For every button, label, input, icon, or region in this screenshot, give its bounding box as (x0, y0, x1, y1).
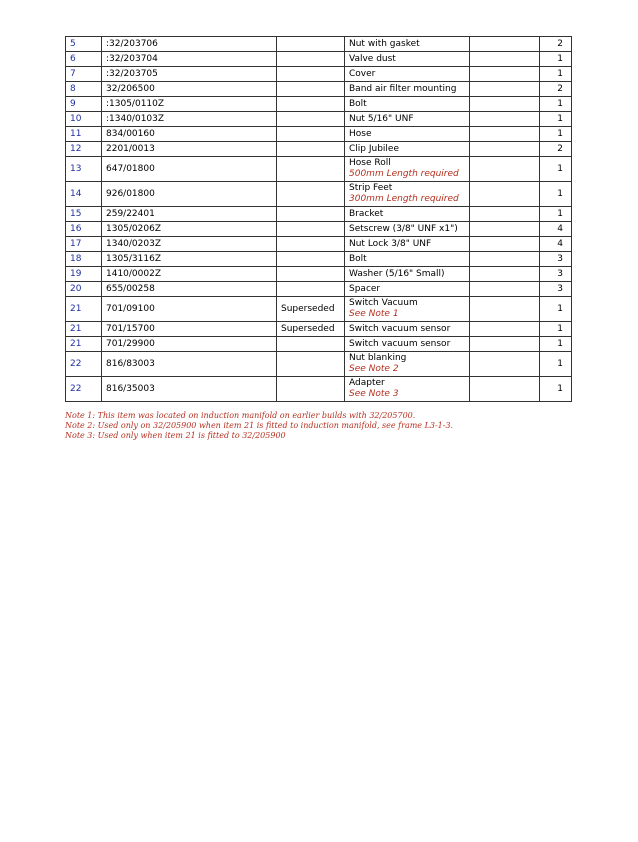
status-cell: Superseded (277, 297, 345, 322)
description-text: Hose (349, 128, 372, 139)
description-note: See Note 1 (349, 309, 399, 319)
description-cell (345, 142, 470, 157)
quantity-cell: 1 (540, 207, 572, 222)
description-text: Spacer (349, 283, 381, 294)
blank-cell (470, 37, 540, 52)
item-number-cell: 8 (66, 82, 102, 97)
description-note: 500mm Length required (349, 169, 459, 179)
description-text: Adapter (349, 378, 385, 388)
blank-cell (470, 322, 540, 337)
table-row (66, 112, 572, 127)
blank-cell (470, 377, 540, 402)
footnotes (65, 411, 585, 441)
footnote-line: Note 2: Used only on 32/205900 when item 21 is fitted to induction manifold, see frame L3-1-3. (65, 421, 454, 430)
item-number-cell: 21 (66, 297, 102, 322)
quantity-cell: 2 (540, 142, 572, 157)
part-number-cell: 701/29900 (102, 337, 277, 352)
part-number-cell: 1305/0206Z (102, 222, 277, 237)
item-number-cell: 22 (66, 352, 102, 377)
description-cell (345, 112, 470, 127)
quantity-cell: 4 (540, 237, 572, 252)
description-note: 300mm Length required (349, 194, 459, 204)
status-cell (277, 52, 345, 67)
quantity-cell: 1 (540, 337, 572, 352)
quantity-cell: 4 (540, 222, 572, 237)
item-number-cell: 6 (66, 52, 102, 67)
description-note: See Note 2 (349, 364, 399, 374)
part-number-cell: 2201/0013 (102, 142, 277, 157)
part-number-cell: 1340/0203Z (102, 237, 277, 252)
description-cell (345, 322, 470, 337)
table-row (66, 377, 572, 402)
status-cell (277, 337, 345, 352)
quantity-cell: 3 (540, 282, 572, 297)
item-number-cell: 15 (66, 207, 102, 222)
quantity-cell: 1 (540, 157, 572, 182)
description-text: Hose Roll (349, 158, 391, 168)
table-row (66, 207, 572, 222)
description-cell (345, 282, 470, 297)
part-number-cell: 816/83003 (102, 352, 277, 377)
description-text: Washer (5/16" Small) (349, 268, 445, 279)
part-number-cell: :32/203706 (102, 37, 277, 52)
table-row (66, 67, 572, 82)
description-text: Switch Vacuum (349, 298, 418, 308)
quantity-cell: 1 (540, 352, 572, 377)
description-text: Clip Jubilee (349, 143, 400, 154)
item-number-cell: 18 (66, 252, 102, 267)
quantity-cell: 2 (540, 82, 572, 97)
table-row (66, 297, 572, 322)
description-cell (345, 82, 470, 97)
footnote-line: Note 1: This item was located on induction manifold on earlier builds with 32/205700. (65, 411, 416, 420)
blank-cell (470, 97, 540, 112)
blank-cell (470, 337, 540, 352)
item-number-cell: 11 (66, 127, 102, 142)
item-number-cell: 17 (66, 237, 102, 252)
status-cell (277, 112, 345, 127)
table-row (66, 222, 572, 237)
blank-cell (470, 297, 540, 322)
blank-cell (470, 207, 540, 222)
blank-cell (470, 282, 540, 297)
part-number-cell: 701/09100 (102, 297, 277, 322)
status-cell (277, 237, 345, 252)
parts-table-body (66, 37, 572, 402)
item-number-cell: 21 (66, 337, 102, 352)
status-cell (277, 207, 345, 222)
part-number-cell: 834/00160 (102, 127, 277, 142)
part-number-cell: :1305/0110Z (102, 97, 277, 112)
description-cell (345, 252, 470, 267)
item-number-cell: 19 (66, 267, 102, 282)
item-number-cell: 10 (66, 112, 102, 127)
item-number-cell: 9 (66, 97, 102, 112)
part-number-cell: :32/203704 (102, 52, 277, 67)
part-number-cell: 259/22401 (102, 207, 277, 222)
description-cell (345, 67, 470, 82)
quantity-cell: 3 (540, 252, 572, 267)
blank-cell (470, 352, 540, 377)
item-number-cell: 7 (66, 67, 102, 82)
description-text: Nut with gasket (349, 38, 420, 49)
part-number-cell: 647/01800 (102, 157, 277, 182)
description-note: See Note 3 (349, 389, 399, 399)
part-number-cell: 701/15700 (102, 322, 277, 337)
description-cell (345, 337, 470, 352)
item-number-cell: 5 (66, 37, 102, 52)
part-number-cell: 1305/3116Z (102, 252, 277, 267)
item-number-cell: 14 (66, 182, 102, 207)
item-number-cell: 16 (66, 222, 102, 237)
item-number-cell: 12 (66, 142, 102, 157)
quantity-cell: 2 (540, 37, 572, 52)
part-number-cell: 655/00258 (102, 282, 277, 297)
item-number-cell: 22 (66, 377, 102, 402)
description-cell (345, 377, 470, 402)
table-row (66, 252, 572, 267)
part-number-cell: 816/35003 (102, 377, 277, 402)
table-row (66, 82, 572, 97)
blank-cell (470, 52, 540, 67)
quantity-cell: 1 (540, 52, 572, 67)
description-text: Bolt (349, 253, 367, 264)
blank-cell (470, 267, 540, 282)
description-text: Setscrew (3/8" UNF x1") (349, 223, 458, 234)
quantity-cell: 3 (540, 267, 572, 282)
description-text: Bolt (349, 98, 367, 109)
description-text: Band air filter mounting (349, 83, 457, 94)
table-row (66, 97, 572, 112)
status-cell: Superseded (277, 322, 345, 337)
parts-table (65, 36, 572, 402)
status-cell (277, 37, 345, 52)
description-cell (345, 237, 470, 252)
status-cell (277, 282, 345, 297)
blank-cell (470, 182, 540, 207)
blank-cell (470, 237, 540, 252)
quantity-cell: 1 (540, 297, 572, 322)
table-row (66, 127, 572, 142)
table-row (66, 322, 572, 337)
table-row (66, 337, 572, 352)
table-row (66, 142, 572, 157)
part-number-cell: 32/206500 (102, 82, 277, 97)
part-number-cell: :32/203705 (102, 67, 277, 82)
description-text: Bracket (349, 208, 384, 219)
quantity-cell: 1 (540, 127, 572, 142)
quantity-cell: 1 (540, 377, 572, 402)
status-cell (277, 157, 345, 182)
table-row (66, 52, 572, 67)
blank-cell (470, 252, 540, 267)
description-cell (345, 352, 470, 377)
table-row (66, 282, 572, 297)
status-cell (277, 352, 345, 377)
footnote-line: Note 3: Used only when item 21 is fitted to 32/205900 (65, 431, 286, 440)
status-cell (277, 82, 345, 97)
description-text: Nut 5/16" UNF (349, 113, 414, 124)
part-number-cell: 926/01800 (102, 182, 277, 207)
status-cell (277, 142, 345, 157)
status-cell (277, 127, 345, 142)
status-cell (277, 97, 345, 112)
description-cell (345, 182, 470, 207)
table-row (66, 352, 572, 377)
item-number-cell: 13 (66, 157, 102, 182)
description-text: Cover (349, 68, 376, 79)
description-cell (345, 37, 470, 52)
description-text: Switch vacuum sensor (349, 323, 451, 334)
description-text: Switch vacuum sensor (349, 338, 451, 349)
description-cell (345, 157, 470, 182)
description-text: Valve dust (349, 53, 396, 64)
table-row (66, 182, 572, 207)
blank-cell (470, 82, 540, 97)
blank-cell (470, 222, 540, 237)
status-cell (277, 252, 345, 267)
blank-cell (470, 112, 540, 127)
part-number-cell: 1410/0002Z (102, 267, 277, 282)
description-text: Strip Feet (349, 183, 393, 193)
blank-cell (470, 67, 540, 82)
description-cell (345, 222, 470, 237)
description-cell (345, 52, 470, 67)
quantity-cell: 1 (540, 67, 572, 82)
description-cell (345, 97, 470, 112)
status-cell (277, 67, 345, 82)
description-cell (345, 207, 470, 222)
item-number-cell: 21 (66, 322, 102, 337)
quantity-cell: 1 (540, 112, 572, 127)
item-number-cell: 20 (66, 282, 102, 297)
table-row (66, 237, 572, 252)
blank-cell (470, 157, 540, 182)
status-cell (277, 377, 345, 402)
description-text: Nut blanking (349, 353, 407, 363)
table-row (66, 37, 572, 52)
blank-cell (470, 127, 540, 142)
description-cell (345, 267, 470, 282)
status-cell (277, 182, 345, 207)
quantity-cell: 1 (540, 97, 572, 112)
table-row (66, 157, 572, 182)
description-cell (345, 127, 470, 142)
description-text: Nut Lock 3/8" UNF (349, 238, 432, 249)
part-number-cell: :1340/0103Z (102, 112, 277, 127)
quantity-cell: 1 (540, 322, 572, 337)
table-row (66, 267, 572, 282)
status-cell (277, 222, 345, 237)
status-cell (277, 267, 345, 282)
description-cell (345, 297, 470, 322)
quantity-cell: 1 (540, 182, 572, 207)
blank-cell (470, 142, 540, 157)
